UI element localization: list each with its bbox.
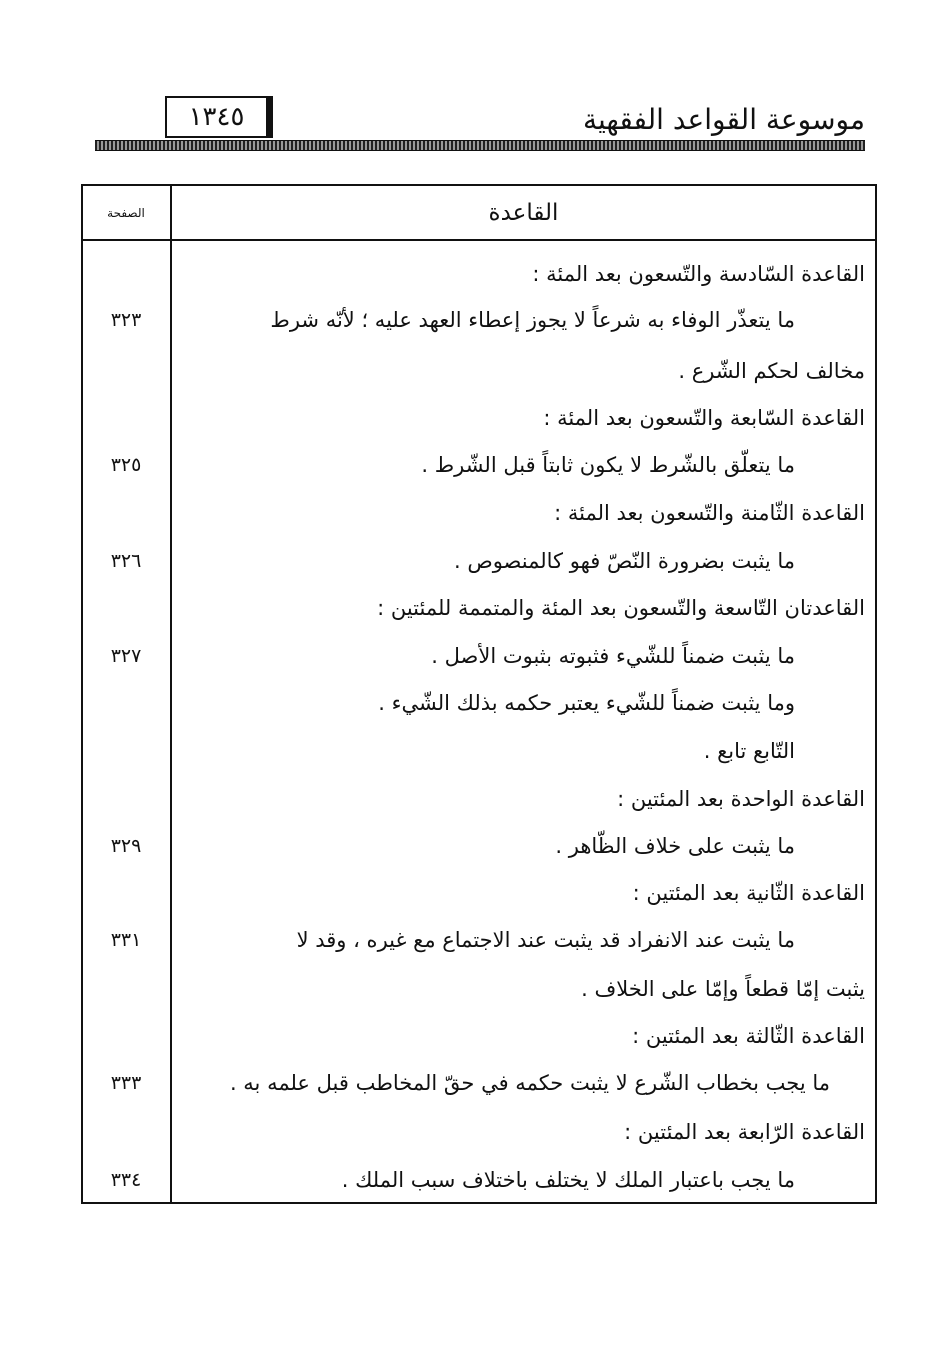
- rule-text: ما يجب بخطاب الشّرع لا يثبت حكمه في حقّ المخاطب قبل علمه به .: [229, 1071, 830, 1095]
- column-header-page: الصفحة: [107, 206, 145, 220]
- book-title: موسوعة القواعد الفقهية: [582, 103, 865, 136]
- rule-heading: القاعدة الثّانية بعد المئتين :: [632, 881, 865, 905]
- page-number-box: [165, 96, 273, 138]
- page-ref: ٣٢٧: [110, 645, 142, 667]
- header-divider: [82, 239, 876, 241]
- page-ref: ٣٢٩: [110, 835, 142, 857]
- rule-text: ما يثبت ضمناً للشّيء فثبوته بثبوت الأصل .: [431, 644, 795, 668]
- rule-text: التّابع تابع .: [703, 739, 795, 763]
- column-header-rule: القاعدة: [488, 200, 559, 226]
- rule-text: ما يجب باعتبار الملك لا يختلف باختلاف سبب الملك .: [341, 1168, 795, 1192]
- page-ref: ٣٣٤: [110, 1169, 142, 1191]
- page-ref: ٣٢٣: [110, 309, 142, 331]
- page-ref: ٣٢٥: [110, 454, 142, 476]
- page-ref: ٣٢٦: [110, 550, 142, 572]
- rule-heading: القاعدتان التّاسعة والتّسعون بعد المئة والمتممة للمئتين :: [377, 596, 865, 620]
- column-divider: [170, 185, 172, 1203]
- page-number: ١٣٤٥: [188, 102, 245, 132]
- rule-heading: القاعدة الثّالثة بعد المئتين :: [632, 1024, 865, 1048]
- rule-text: يثبت إمّا قطعاً وإمّا على الخلاف .: [581, 977, 865, 1001]
- rule-text: ما يتعذّر الوفاء به شرعاً لا يجوز إعطاء العهد عليه ؛ لأنّه شرط: [270, 308, 795, 332]
- rule-heading: القاعدة الرّابعة بعد المئتين :: [624, 1120, 865, 1144]
- rule-text: مخالف لحكم الشّرع .: [678, 359, 865, 383]
- header-rule: [95, 140, 865, 151]
- rule-heading: القاعدة السّابعة والتّسعون بعد المئة :: [543, 406, 865, 430]
- rule-text: ما يثبت بضرورة النّصّ فهو كالمنصوص .: [453, 549, 795, 573]
- rule-heading: القاعدة الثّامنة والتّسعون بعد المئة :: [554, 501, 865, 525]
- rule-text: وما يثبت ضمناً للشّيء يعتبر حكمه بذلك الشّيء .: [378, 691, 795, 715]
- page-ref: ٣٣٣: [110, 1072, 142, 1094]
- rule-heading: القاعدة الواحدة بعد المئتين :: [617, 787, 865, 811]
- rule-text: ما يثبت عند الانفراد قد يثبت عند الاجتماع مع غيره ، وقد لا: [296, 928, 795, 952]
- page-ref: ٣٣١: [110, 929, 142, 951]
- rule-text: ما يتعلّق بالشّرط لا يكون ثابتاً قبل الشّرط .: [421, 453, 795, 477]
- rule-heading: القاعدة السّادسة والتّسعون بعد المئة :: [532, 262, 865, 286]
- rule-text: ما يثبت على خلاف الظّاهر .: [555, 834, 795, 858]
